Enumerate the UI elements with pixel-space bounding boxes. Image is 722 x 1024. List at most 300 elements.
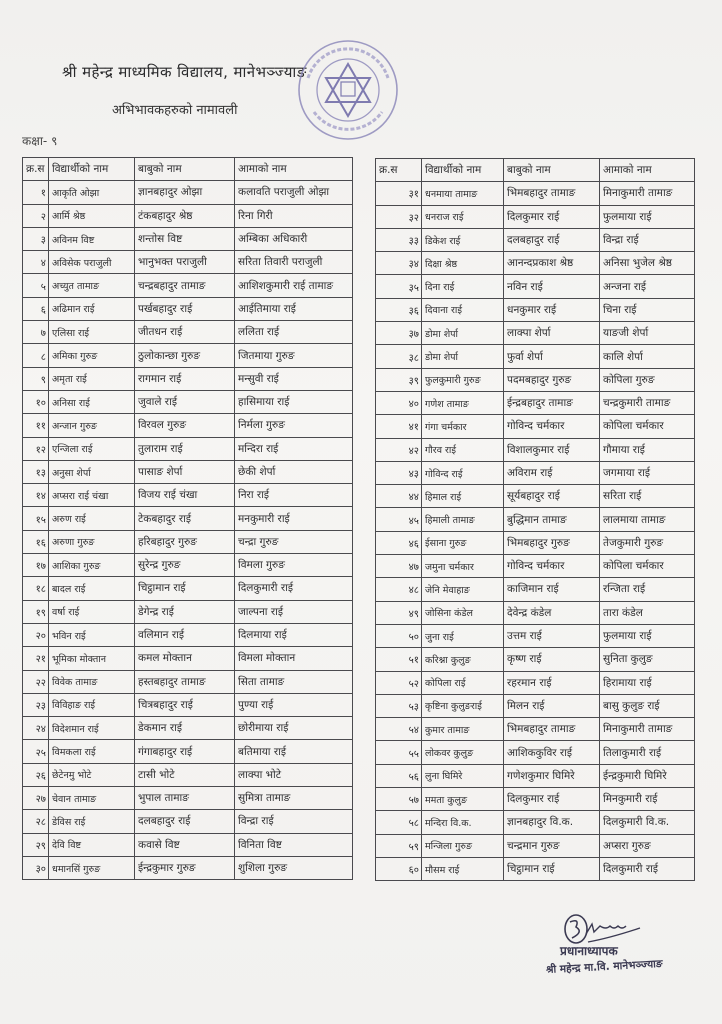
table-row [23, 344, 353, 367]
table-row [376, 531, 695, 554]
student-name: डोमा शेर्पा [422, 345, 504, 368]
father-name: वलिमान राई [135, 623, 235, 646]
father-name: गोविन्द चर्मकार [504, 555, 600, 578]
father-name: टंकबहादुर श्रेष्ठ [135, 204, 235, 227]
row-sn: ५० [376, 624, 422, 647]
mother-name: तेजकुमारी गुरुङ [600, 531, 695, 554]
father-name: देवेन्द्र कंडेल [504, 601, 600, 624]
mother-name: फुलमाया राई [600, 205, 695, 228]
mother-name: सुमित्रा तामाङ [235, 787, 353, 810]
mother-name: पुण्या राई [235, 693, 353, 716]
header-father: बाबुको नाम [504, 159, 600, 182]
signature-block [540, 912, 710, 982]
row-sn: ७ [23, 321, 49, 344]
father-name: शन्तोस विष्ट [135, 227, 235, 250]
mother-name: सरिता तिवारी पराजुली [235, 251, 353, 274]
mother-name: मन्दिरा राई [235, 437, 353, 460]
mother-name: जितमाया गुरुङ [235, 344, 353, 367]
student-name: कुमार तामाङ [422, 718, 504, 741]
row-sn: ४ [23, 251, 49, 274]
table-row [23, 740, 353, 763]
table-row [23, 297, 353, 320]
row-sn: २९ [23, 833, 49, 856]
student-name: आशिका गुरुङ [49, 554, 135, 577]
table-row [376, 275, 695, 298]
row-sn: ५५ [376, 741, 422, 764]
student-name: डिकेश राई [422, 228, 504, 251]
row-sn: ५३ [376, 694, 422, 717]
header-student: विद्यार्थीको नाम [422, 159, 504, 182]
father-name: लाक्पा शेर्पा [504, 322, 600, 345]
row-sn: ५७ [376, 788, 422, 811]
mother-name: सरिता राई [600, 485, 695, 508]
row-sn: ५९ [376, 834, 422, 857]
father-name: ज्ञानबहादुर ओझा [135, 181, 235, 204]
father-name: विजय राई चंखा [135, 484, 235, 507]
father-name: कमल मोक्तान [135, 647, 235, 670]
table-row [376, 741, 695, 764]
table-row [23, 437, 353, 460]
mother-name: कोपिला चर्मकार [600, 415, 695, 438]
student-name: आर्मि श्रेष्ठ [49, 204, 135, 227]
header-mother: आमाको नाम [235, 158, 353, 181]
row-sn: ४४ [376, 485, 422, 508]
row-sn: ४३ [376, 461, 422, 484]
table-row [23, 693, 353, 716]
student-name: विविहाङ राई [49, 693, 135, 716]
table-row [23, 321, 353, 344]
father-name: चिट्ठामान राई [504, 857, 600, 880]
table-row [376, 415, 695, 438]
row-sn: ८ [23, 344, 49, 367]
row-sn: ३३ [376, 228, 422, 251]
mother-name: तिलाकुमारी राई [600, 741, 695, 764]
row-sn: ४६ [376, 531, 422, 554]
table-row [23, 717, 353, 740]
mother-name: विमला मोक्तान [235, 647, 353, 670]
student-name: चेवान तामाङ [49, 787, 135, 810]
student-name: हिमाली तामाङ [422, 508, 504, 531]
student-name: डोमा शेर्पा [422, 322, 504, 345]
row-sn: १४ [23, 484, 49, 507]
mother-name: कलावति पराजुली ओझा [235, 181, 353, 204]
row-sn: २८ [23, 810, 49, 833]
father-name: हरिबहादुर गुरुङ [135, 530, 235, 553]
row-sn: ३९ [376, 368, 422, 391]
student-name: अनिसा राई [49, 390, 135, 413]
father-name: ईन्द्रकुमार गुरुङ [135, 856, 235, 879]
row-sn: १३ [23, 460, 49, 483]
father-name: ज्ञानबहादुर वि.क. [504, 811, 600, 834]
father-name: उत्तम राई [504, 624, 600, 647]
father-name: फुर्वा शेर्पा [504, 345, 600, 368]
row-sn: ३५ [376, 275, 422, 298]
student-name: आकृति ओझा [49, 181, 135, 204]
table-body-left [23, 181, 353, 880]
student-name: ईसाना गुरुङ [422, 531, 504, 554]
row-sn: ५६ [376, 764, 422, 787]
father-name: गोविन्द चर्मकार [504, 415, 600, 438]
table-row [376, 182, 695, 205]
row-sn: ५४ [376, 718, 422, 741]
table-row [376, 298, 695, 321]
row-sn: १८ [23, 577, 49, 600]
mother-name: ईन्द्रकुमारी घिमिरे [600, 764, 695, 787]
mother-name: आईतिमाया राई [235, 297, 353, 320]
student-name: लोकवर कुलुङ [422, 741, 504, 764]
father-name: सूर्यबहादुर राई [504, 485, 600, 508]
table-row [23, 414, 353, 437]
student-name: दिना राई [422, 275, 504, 298]
mother-name: आशिशकुमारी राई तामाङ [235, 274, 353, 297]
student-name: अच्युत तामाङ [49, 274, 135, 297]
table-row [376, 555, 695, 578]
father-name: गंगाबहादुर राई [135, 740, 235, 763]
mother-name: छेकी शेर्पा [235, 460, 353, 483]
mother-name: लालमाया तामाङ [600, 508, 695, 531]
table-header-row [23, 158, 353, 181]
student-name: छेटेनमु भोटे [49, 763, 135, 786]
parents-table-left [22, 157, 353, 880]
mother-name: रन्जिता राई [600, 578, 695, 601]
father-name: रागमान राई [135, 367, 235, 390]
row-sn: ४९ [376, 601, 422, 624]
header-sn: क्र.स [376, 159, 422, 182]
row-sn: ३६ [376, 298, 422, 321]
row-sn: ५१ [376, 648, 422, 671]
mother-name: हिरामाया राई [600, 671, 695, 694]
father-name: टासी भोटे [135, 763, 235, 786]
mother-name: विन्द्रा राई [600, 228, 695, 251]
row-sn: ५८ [376, 811, 422, 834]
student-name: मौसम राई [422, 857, 504, 880]
row-sn: ३८ [376, 345, 422, 368]
mother-name: जाल्पना राई [235, 600, 353, 623]
table-body-right [376, 182, 695, 881]
mother-name: कोपिला चर्मकार [600, 555, 695, 578]
student-name: मन्जिला गुरुङ [422, 834, 504, 857]
father-name: चित्रबहादुर राई [135, 693, 235, 716]
row-sn: १० [23, 390, 49, 413]
mother-name: सिता तामाङ [235, 670, 353, 693]
student-name: बादल राई [49, 577, 135, 600]
father-name: आनन्दप्रकाश श्रेष्ठ [504, 252, 600, 275]
mother-name: जगमाया राई [600, 461, 695, 484]
row-sn: ६ [23, 297, 49, 320]
row-sn: २२ [23, 670, 49, 693]
row-sn: ४७ [376, 555, 422, 578]
father-name: डेकमान राई [135, 717, 235, 740]
student-name: एन्जिला राई [49, 437, 135, 460]
student-name: जमुना चर्मकार [422, 555, 504, 578]
table-header-row [376, 159, 695, 182]
table-row [23, 670, 353, 693]
student-name: अढिमान राई [49, 297, 135, 320]
list-title: अभिभावकहरुको नामावली [112, 103, 238, 118]
table-row [376, 788, 695, 811]
father-name: तुलाराम राई [135, 437, 235, 460]
mother-name: कोपिला गुरुङ [600, 368, 695, 391]
table-row [23, 856, 353, 879]
student-name: फुलकुमारी गुरुङ [422, 368, 504, 391]
mother-name: विनिता विष्ट [235, 833, 353, 856]
table-row [376, 322, 695, 345]
row-sn: ९ [23, 367, 49, 390]
mother-name: लाक्पा भोटे [235, 763, 353, 786]
father-name: सुरेन्द्र गुरुङ [135, 554, 235, 577]
student-name: एलिसा राई [49, 321, 135, 344]
table-row [23, 181, 353, 204]
father-name: भिमबहादुर तामाङ [504, 718, 600, 741]
signatory-title: प्रधानाध्यापक [560, 944, 618, 958]
father-name: पासाङ शेर्पा [135, 460, 235, 483]
table-row [23, 484, 353, 507]
row-sn: ३ [23, 227, 49, 250]
row-sn: १६ [23, 530, 49, 553]
signatory-school: श्री महेन्द्र मा.वि. मानेभञ्ज्याङ [545, 957, 663, 977]
student-name: अन्जान गुरुङ [49, 414, 135, 437]
father-name: धनकुमार राई [504, 298, 600, 321]
mother-name: कालि शेर्पा [600, 345, 695, 368]
student-name: कोपिला राई [422, 671, 504, 694]
row-sn: २१ [23, 647, 49, 670]
row-sn: २४ [23, 717, 49, 740]
row-sn: २७ [23, 787, 49, 810]
father-name: जुवाले राई [135, 390, 235, 413]
student-name: दिक्षा श्रेष्ठ [422, 252, 504, 275]
row-sn: ४० [376, 391, 422, 414]
row-sn: ५ [23, 274, 49, 297]
father-name: भानुभक्त पराजुली [135, 251, 235, 274]
father-name: विशालकुमार राई [504, 438, 600, 461]
table-row [23, 507, 353, 530]
student-name: गणेश तामाङ [422, 391, 504, 414]
student-name: अविसेक पराजुली [49, 251, 135, 274]
father-name: दिलकुमार राई [504, 788, 600, 811]
father-name: चन्द्रबहादुर तामाङ [135, 274, 235, 297]
row-sn: ३१ [376, 182, 422, 205]
mother-name: अनिसा भुजेल श्रेष्ठ [600, 252, 695, 275]
table-row [23, 577, 353, 600]
mother-name: विन्द्रा राई [235, 810, 353, 833]
row-sn: ४५ [376, 508, 422, 531]
table-row [376, 391, 695, 414]
student-name: विदेशमान राई [49, 717, 135, 740]
row-sn: १७ [23, 554, 49, 577]
father-name: पर्खबहादुर राई [135, 297, 235, 320]
student-name: धनराज राई [422, 205, 504, 228]
row-sn: २३ [23, 693, 49, 716]
father-name: नविन राई [504, 275, 600, 298]
table-row [23, 787, 353, 810]
father-name: गणेशकुमार घिमिरे [504, 764, 600, 787]
student-name: अरुणा गुरुङ [49, 530, 135, 553]
father-name: चन्द्रमान गुरुङ [504, 834, 600, 857]
table-row [376, 461, 695, 484]
mother-name: बासु कुलुङ राई [600, 694, 695, 717]
student-name: डेविस राई [49, 810, 135, 833]
table-row [23, 600, 353, 623]
row-sn: १२ [23, 437, 49, 460]
student-name: दिवाना राई [422, 298, 504, 321]
row-sn: २ [23, 204, 49, 227]
student-name: अनुसा शेर्पा [49, 460, 135, 483]
mother-name: तारा कंडेल [600, 601, 695, 624]
table-row [376, 601, 695, 624]
parents-table-right [375, 158, 695, 881]
mother-name: चिना राई [600, 298, 695, 321]
father-name: अविराम राई [504, 461, 600, 484]
table-row [376, 345, 695, 368]
row-sn: २० [23, 623, 49, 646]
student-name: भविन राई [49, 623, 135, 646]
row-sn: २६ [23, 763, 49, 786]
student-name: करिश्ना कुलुङ [422, 648, 504, 671]
father-name: हस्तबहादुर तामाङ [135, 670, 235, 693]
table-row [376, 252, 695, 275]
father-name: चिट्ठामान राई [135, 577, 235, 600]
student-name: अमृता राई [49, 367, 135, 390]
row-sn: २५ [23, 740, 49, 763]
student-name: वर्षा राई [49, 600, 135, 623]
mother-name: शुशिला गुरुङ [235, 856, 353, 879]
father-name: कवासे विष्ट [135, 833, 235, 856]
table-row [23, 204, 353, 227]
table-row [376, 624, 695, 647]
father-name: भिमबहादुर तामाङ [504, 182, 600, 205]
father-name: पदमबहादुर गुरुङ [504, 368, 600, 391]
student-name: गोविन्द राई [422, 461, 504, 484]
mother-name: गौमाया राई [600, 438, 695, 461]
table-row [23, 227, 353, 250]
school-name: श्री महेन्द्र माध्यमिक विद्यालय, मानेभञ्ज्याङ [62, 63, 307, 81]
student-name: अमिका गुरुङ [49, 344, 135, 367]
student-name: अरुण राई [49, 507, 135, 530]
table-row [376, 811, 695, 834]
mother-name: हासिमाया राई [235, 390, 353, 413]
student-name: मन्दिरा वि.क. [422, 811, 504, 834]
table-row [376, 508, 695, 531]
student-name: गंगा चर्मकार [422, 415, 504, 438]
table-row [376, 578, 695, 601]
mother-name: ललिता राई [235, 321, 353, 344]
father-name: टेकबहादुर राई [135, 507, 235, 530]
student-name: धनमाया तामाङ [422, 182, 504, 205]
table-row [376, 368, 695, 391]
father-name: दलबहादुर राई [504, 228, 600, 251]
mother-name: मिनाकुमारी तामाङ [600, 182, 695, 205]
father-name: आशिककुविर राई [504, 741, 600, 764]
father-name: भिमबहादुर गुरुङ [504, 531, 600, 554]
header-student: विद्यार्थीको नाम [49, 158, 135, 181]
student-name: हिमाल राई [422, 485, 504, 508]
student-name: भूमिका मोक्तान [49, 647, 135, 670]
student-name: जेनि मेवाहाङ [422, 578, 504, 601]
table-row [23, 530, 353, 553]
row-sn: ३४ [376, 252, 422, 275]
father-name: मिलन राई [504, 694, 600, 717]
mother-name: सुनिता कुलुङ [600, 648, 695, 671]
row-sn: १ [23, 181, 49, 204]
student-name: जुना राई [422, 624, 504, 647]
student-name: विवेक तामाङ [49, 670, 135, 693]
father-name: दिलकुमार राई [504, 205, 600, 228]
father-name: ईन्द्रबहादुर तामाङ [504, 391, 600, 414]
mother-name: बतिमाया राई [235, 740, 353, 763]
row-sn: ४१ [376, 415, 422, 438]
father-name: ठुलोकान्छा गुरुङ [135, 344, 235, 367]
header-father: बाबुको नाम [135, 158, 235, 181]
mother-name: फुलमाया राई [600, 624, 695, 647]
table-row [23, 554, 353, 577]
father-name: विरवल गुरुङ [135, 414, 235, 437]
mother-name: मिनकुमारी राई [600, 788, 695, 811]
table-row [376, 694, 695, 717]
table-row [23, 390, 353, 413]
table-row [23, 833, 353, 856]
father-name: रहरमान राई [504, 671, 600, 694]
school-stamp-icon [296, 38, 400, 142]
father-name: काजिमान राई [504, 578, 600, 601]
table-row [376, 648, 695, 671]
student-name: धमानसिं गुरुङ [49, 856, 135, 879]
header-sn: क्र.स [23, 158, 49, 181]
student-name: गौरव राई [422, 438, 504, 461]
mother-name: याङजी शेर्पा [600, 322, 695, 345]
mother-name: अम्बिका अधिकारी [235, 227, 353, 250]
mother-name: अप्सरा गुरुङ [600, 834, 695, 857]
table-row [23, 647, 353, 670]
row-sn: १९ [23, 600, 49, 623]
mother-name: चन्द्रा गुरुङ [235, 530, 353, 553]
mother-name: मनकुमारी राई [235, 507, 353, 530]
father-name: दलबहादुर राई [135, 810, 235, 833]
mother-name: रिना गिरी [235, 204, 353, 227]
table-row [376, 438, 695, 461]
header-mother: आमाको नाम [600, 159, 695, 182]
mother-name: चन्द्रकुमारी तामाङ [600, 391, 695, 414]
mother-name: मिनाकुमारी तामाङ [600, 718, 695, 741]
mother-name: मन्सुवी राई [235, 367, 353, 390]
mother-name: अन्जना राई [600, 275, 695, 298]
table-row [376, 834, 695, 857]
mother-name: निर्मला गुरुङ [235, 414, 353, 437]
row-sn: ३२ [376, 205, 422, 228]
table-row [376, 205, 695, 228]
student-name: देवि विष्ट [49, 833, 135, 856]
father-name: बुद्धिमान तामाङ [504, 508, 600, 531]
father-name: कृष्ण राई [504, 648, 600, 671]
father-name: जीतधन राई [135, 321, 235, 344]
mother-name: निरा राई [235, 484, 353, 507]
row-sn: ३७ [376, 322, 422, 345]
row-sn: ६० [376, 857, 422, 880]
student-name: अविनम विष्ट [49, 227, 135, 250]
father-name: भुपाल तामाङ [135, 787, 235, 810]
table-row [23, 251, 353, 274]
row-sn: ११ [23, 414, 49, 437]
table-row [23, 274, 353, 297]
student-name: ममता कुलुङ [422, 788, 504, 811]
student-name: जोसिना कंडेल [422, 601, 504, 624]
father-name: डेगेन्द्र राई [135, 600, 235, 623]
table-row [376, 718, 695, 741]
student-name: कृष्टिना कुलुङराई [422, 694, 504, 717]
student-name: लुना घिमिरे [422, 764, 504, 787]
mother-name: दिलकुमारी वि.क. [600, 811, 695, 834]
student-name: अप्सरा राई चंखा [49, 484, 135, 507]
row-sn: ५२ [376, 671, 422, 694]
